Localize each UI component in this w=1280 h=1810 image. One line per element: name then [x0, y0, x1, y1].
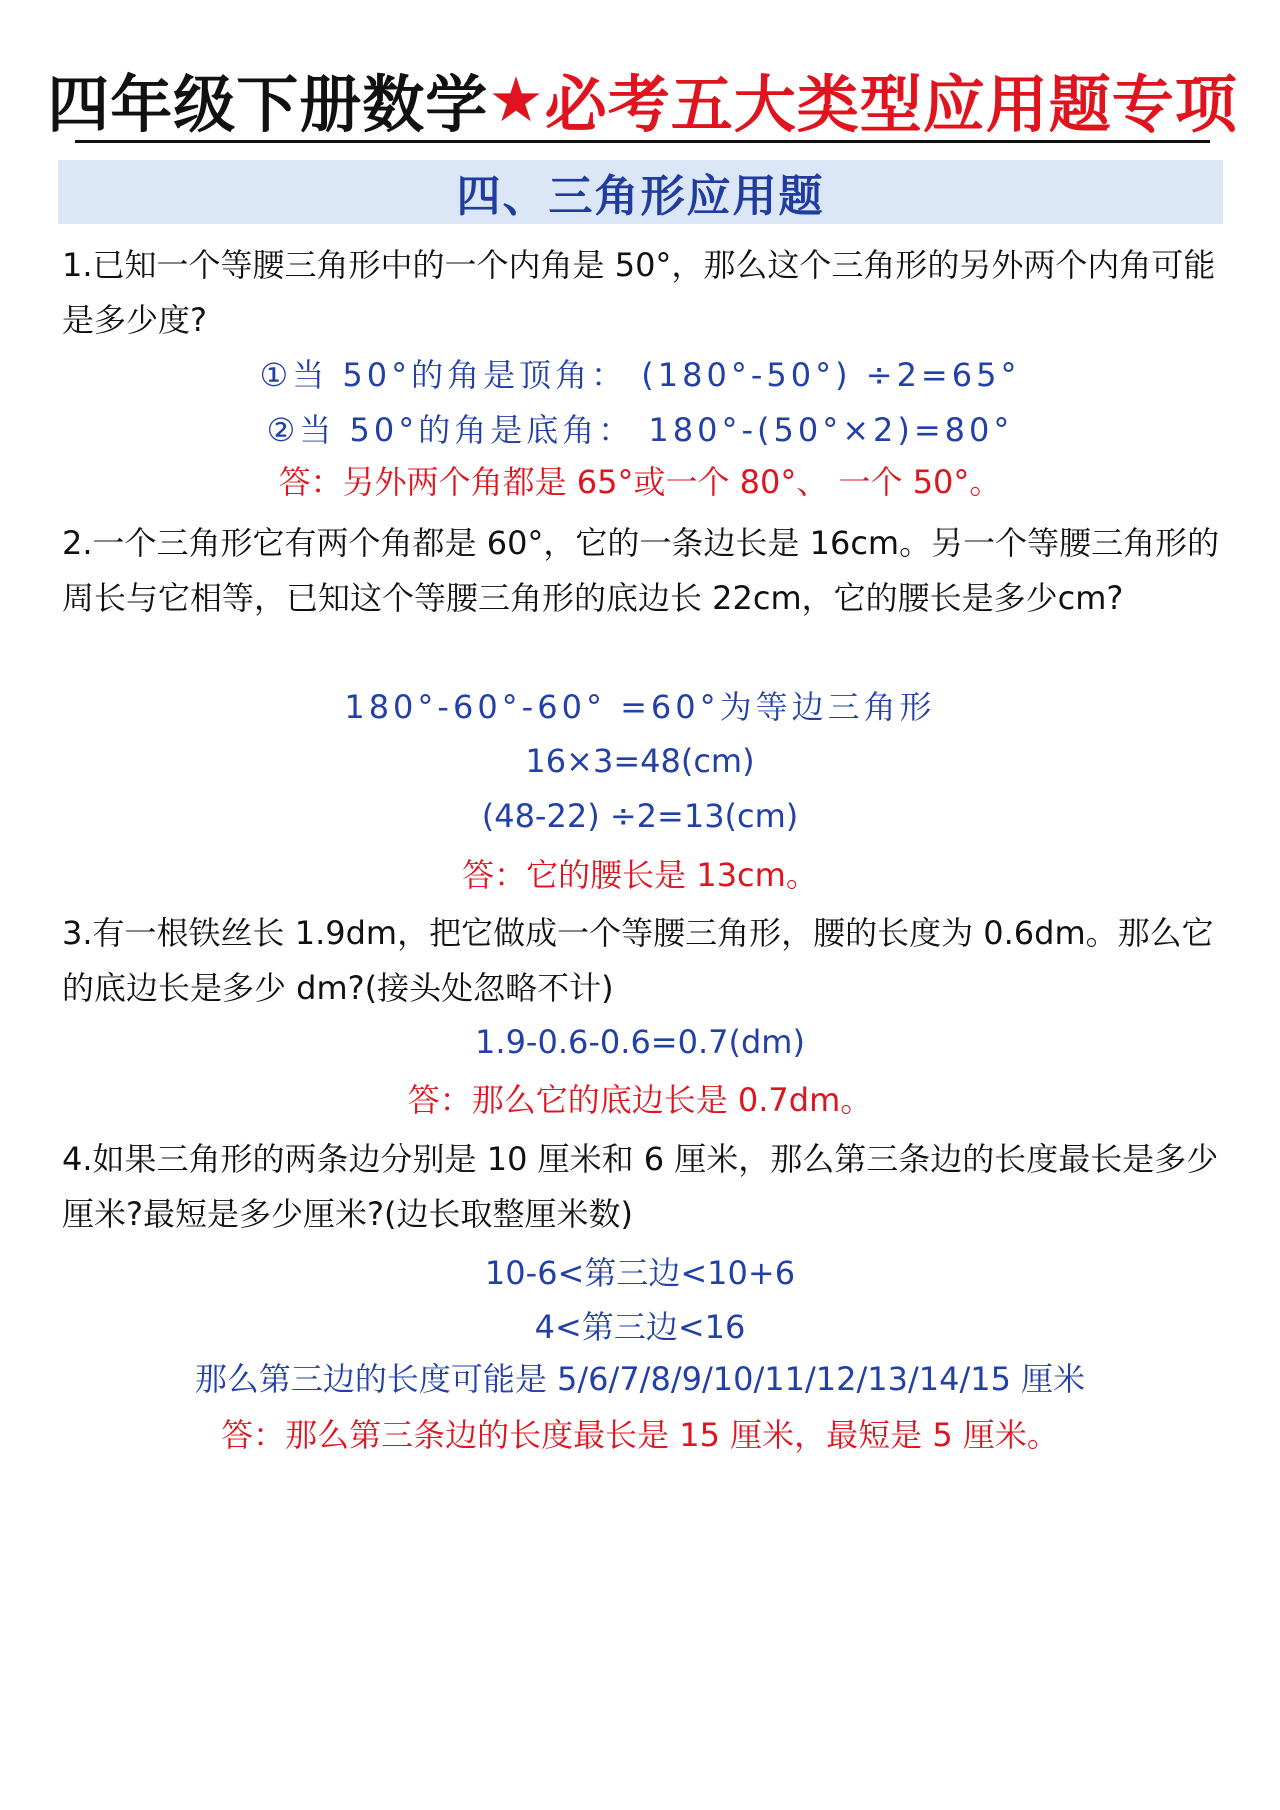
question-2-text: 2.一个三角形它有两个角都是 60°，它的一条边长是 16cm。另一个等腰三角形的周长与它相等，已知这个等腰三角形的底边长 22cm，它的腰长是多少cm?: [62, 524, 1220, 617]
star-icon: ★: [488, 62, 545, 136]
section-header: [58, 160, 1223, 224]
question-3-step-1: 1.9-0.6-0.6=0.7(dm): [475, 1023, 805, 1061]
question-1-step-1: ①当 50°的角是顶角： (180°-50°) ÷2=65°: [259, 356, 1021, 394]
question-1-answer: 答：另外两个角都是 65°或一个 80°、 一个 50°。: [278, 463, 1002, 501]
title-part-grade: 四年级下册数学: [47, 67, 489, 141]
question-1-step-2: ②当 50°的角是底角： 180°-(50°×2)=80°: [266, 411, 1014, 449]
question-2-step-2: 16×3=48(cm): [525, 742, 755, 780]
question-4-step-3: 那么第三边的长度可能是 5/6/7/8/9/10/11/12/13/14/15 厘米: [194, 1360, 1086, 1398]
question-2-step-3: (48-22) ÷2=13(cm): [481, 797, 799, 835]
page-title: [47, 58, 1238, 143]
title-part-topic: 必考五大类型应用题专项: [544, 67, 1238, 141]
question-1-text: 1.已知一个等腰三角形中的一个内角是 50°，那么这个三角形的另外两个内角可能是多少度?: [62, 246, 1216, 339]
question-2-step-1: 180°-60°-60° =60°为等边三角形: [344, 688, 936, 726]
question-4-text: 4.如果三角形的两条边分别是 10 厘米和 6 厘米，那么第三条边的长度最长是多少厘米?最短是多少厘米?(边长取整厘米数): [62, 1140, 1219, 1233]
question-3-answer: 答：那么它的底边长是 0.7dm。: [407, 1081, 873, 1119]
question-4-answer: 答：那么第三条边的长度最长是 15 厘米，最短是 5 厘米。: [221, 1416, 1059, 1454]
question-4-step-1: 10-6<第三边<10+6: [484, 1254, 796, 1292]
question-4-step-2: 4<第三边<16: [534, 1308, 746, 1346]
question-2-answer: 答：它的腰长是 13cm。: [462, 856, 818, 894]
section-title: 四、三角形应用题: [456, 171, 825, 222]
question-3-text: 3.有一根铁丝长 1.9dm，把它做成一个等腰三角形，腰的长度为 0.6dm。那么它的底边长是多少 dm?(接头处忽略不计): [62, 914, 1214, 1007]
